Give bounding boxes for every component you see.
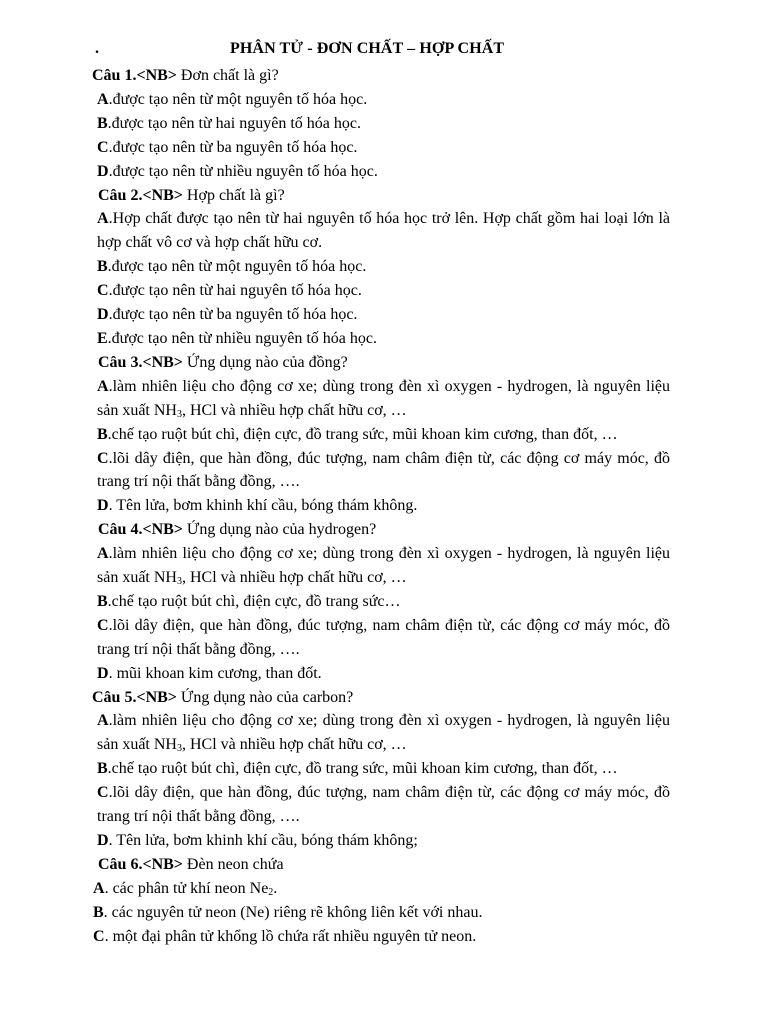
option-letter: C: [97, 282, 109, 300]
option-letter: D: [97, 306, 109, 324]
question-text: Đơn chất là gì?: [176, 67, 279, 84]
option-3c: [97, 447, 670, 495]
option-letter: B: [97, 114, 108, 132]
option-6c: [93, 925, 670, 949]
option-text: .được tạo nên từ một nguyên tố hóa học.: [108, 90, 368, 108]
option-text: .được tạo nên từ hai nguyên tố hóa học.: [108, 282, 362, 300]
option-text: .làm nhiên liệu cho động cơ xe; dùng trong đèn xì oxygen - hydrogen, là nguyên liệu sản xuất NH: [97, 712, 670, 754]
question-label: Câu 5.<NB>: [92, 688, 177, 706]
option-letter: C: [97, 784, 109, 802]
question-label: Câu 2.<NB>: [98, 186, 183, 204]
document-title: PHÂN TỬ - ĐƠN CHẤT – HỢP CHẤT: [230, 40, 505, 57]
option-letter: A: [97, 210, 109, 228]
option-text-tail: , HCl và nhiều hợp chất hữu cơ, …: [181, 401, 407, 419]
option-text: .được tạo nên từ một nguyên tố hóa học.: [107, 258, 367, 276]
question-text: Ứng dụng nào của đồng?: [182, 353, 348, 371]
option-text: .làm nhiên liệu cho động cơ xe; dùng trong đèn xì oxygen - hydrogen, là nguyên liệu sản xuất NH: [97, 545, 670, 587]
option-1b: [97, 112, 670, 136]
option-3b: [97, 423, 670, 447]
subscript: 3: [176, 408, 182, 420]
option-letter: D: [97, 497, 109, 515]
option-letter: A: [97, 545, 109, 563]
question-label: Câu 4.<NB>: [98, 521, 183, 539]
option-text: .được tạo nên từ nhiều nguyên tố hóa học.: [108, 162, 378, 180]
document-header: [0, 40, 768, 62]
option-4a: [97, 542, 670, 590]
option-text: .lõi dây điện, que hàn đồng, đúc tượng, nam châm điện từ, các động cơ máy móc, đồ trang trí nội thất bằng đồng, ….: [97, 784, 670, 826]
option-4d: [97, 662, 670, 686]
option-5b: [97, 757, 670, 781]
option-2e: [97, 327, 670, 351]
question-text: Đèn neon chứa: [182, 855, 284, 873]
option-letter: B: [97, 425, 108, 443]
subscript: 2: [268, 886, 274, 898]
question-label: Câu 1.<NB>: [92, 67, 177, 84]
option-letter: B: [97, 592, 108, 610]
option-text: .chế tạo ruột bút chì, điện cực, đồ trang sức, mũi khoan kim cương, than đốt, …: [107, 760, 618, 778]
option-text: . Tên lửa, bơm khinh khí cầu, bóng thám không.: [108, 497, 418, 515]
option-text: . Tên lửa, bơm khinh khí cầu, bóng thám không;: [108, 832, 418, 849]
option-3d: [97, 494, 670, 518]
question-list: [92, 64, 670, 949]
option-letter: C: [97, 449, 109, 467]
question-1: [91, 64, 670, 88]
option-1c: [97, 136, 670, 160]
subscript: 3: [176, 576, 182, 588]
option-text: .Hợp chất được tạo nên từ hai nguyên tố hóa học trở lên. Hợp chất gồm hai loại lớn là hợp chất vô cơ và hợp chất hữu cơ.: [97, 210, 670, 252]
option-letter: C: [93, 927, 105, 945]
option-5d: [97, 829, 670, 853]
question-6: [97, 853, 670, 877]
option-2c: [97, 279, 670, 303]
option-text: . các phân tử khí neon Ne: [104, 879, 269, 897]
question-5: [91, 686, 670, 710]
question-3: [97, 351, 670, 375]
option-letter: D: [97, 832, 109, 849]
question-label: Câu 6.<NB>: [98, 855, 183, 873]
option-text: .chế tạo ruột bút chì, điện cực, đồ trang sức, mũi khoan kim cương, than đốt, …: [107, 425, 618, 443]
option-text: .được tạo nên từ hai nguyên tố hóa học.: [107, 114, 361, 132]
option-text: .làm nhiên liệu cho động cơ xe; dùng trong đèn xì oxygen - hydrogen, là nguyên liệu sản xuất NH: [97, 377, 670, 419]
option-text-tail: .: [273, 879, 278, 897]
option-4b: [97, 590, 670, 614]
option-1a: [97, 88, 670, 112]
option-letter: B: [93, 903, 104, 921]
option-5c: [97, 781, 670, 829]
option-2d: [97, 303, 670, 327]
option-3a: [97, 375, 670, 423]
option-2b: [97, 255, 670, 279]
option-text: .lõi dây điện, que hàn đồng, đúc tượng, nam châm điện từ, các động cơ máy móc, đồ trang trí nội thất bằng đồng, ….: [97, 616, 670, 658]
option-5a: [97, 709, 670, 757]
option-text: .chế tạo ruột bút chì, điện cực, đồ trang sức…: [107, 592, 401, 610]
option-6a: [93, 877, 670, 901]
question-4: [97, 518, 670, 542]
option-letter: A: [97, 90, 109, 108]
question-text: Ứng dụng nào của carbon?: [176, 688, 354, 706]
question-label: Câu 3.<NB>: [98, 353, 183, 371]
option-letter: A: [93, 879, 105, 897]
option-letter: C: [97, 138, 109, 156]
option-text: . một đại phân tử khổng lồ chứa rất nhiều nguyên tử neon.: [104, 927, 477, 945]
option-1d: [97, 160, 670, 184]
option-text: . các nguyên tử neon (Ne) riêng rẽ không liên kết với nhau.: [103, 903, 483, 921]
header-dot: .: [95, 40, 99, 57]
option-letter: C: [97, 616, 109, 634]
option-text: . mũi khoan kim cương, than đốt.: [108, 664, 322, 682]
question-2: [97, 184, 670, 208]
question-text: Hợp chất là gì?: [182, 186, 285, 204]
option-letter: A: [97, 712, 109, 730]
option-letter: A: [97, 377, 109, 395]
option-text-tail: , HCl và nhiều hợp chất hữu cơ, …: [181, 569, 407, 587]
option-2a: [97, 207, 670, 255]
option-letter: B: [97, 760, 108, 778]
option-text: .được tạo nên từ ba nguyên tố hóa học.: [108, 138, 358, 156]
option-letter: E: [97, 329, 108, 347]
option-6b: [93, 901, 670, 925]
option-text: .lõi dây điện, que hàn đồng, đúc tượng, nam châm điện từ, các động cơ máy móc, đồ trang trí nội thất bằng đồng, ….: [97, 449, 670, 491]
question-text: Ứng dụng nào của hydrogen?: [182, 521, 377, 539]
subscript: 3: [176, 743, 182, 755]
option-4c: [97, 614, 670, 662]
option-letter: B: [97, 258, 108, 276]
option-text: .được tạo nên từ ba nguyên tố hóa học.: [108, 306, 358, 324]
option-text-tail: , HCl và nhiều hợp chất hữu cơ, …: [181, 736, 407, 754]
option-text: .được tạo nên từ nhiều nguyên tố hóa học.: [107, 329, 377, 347]
option-letter: D: [97, 162, 109, 180]
option-letter: D: [97, 664, 109, 682]
